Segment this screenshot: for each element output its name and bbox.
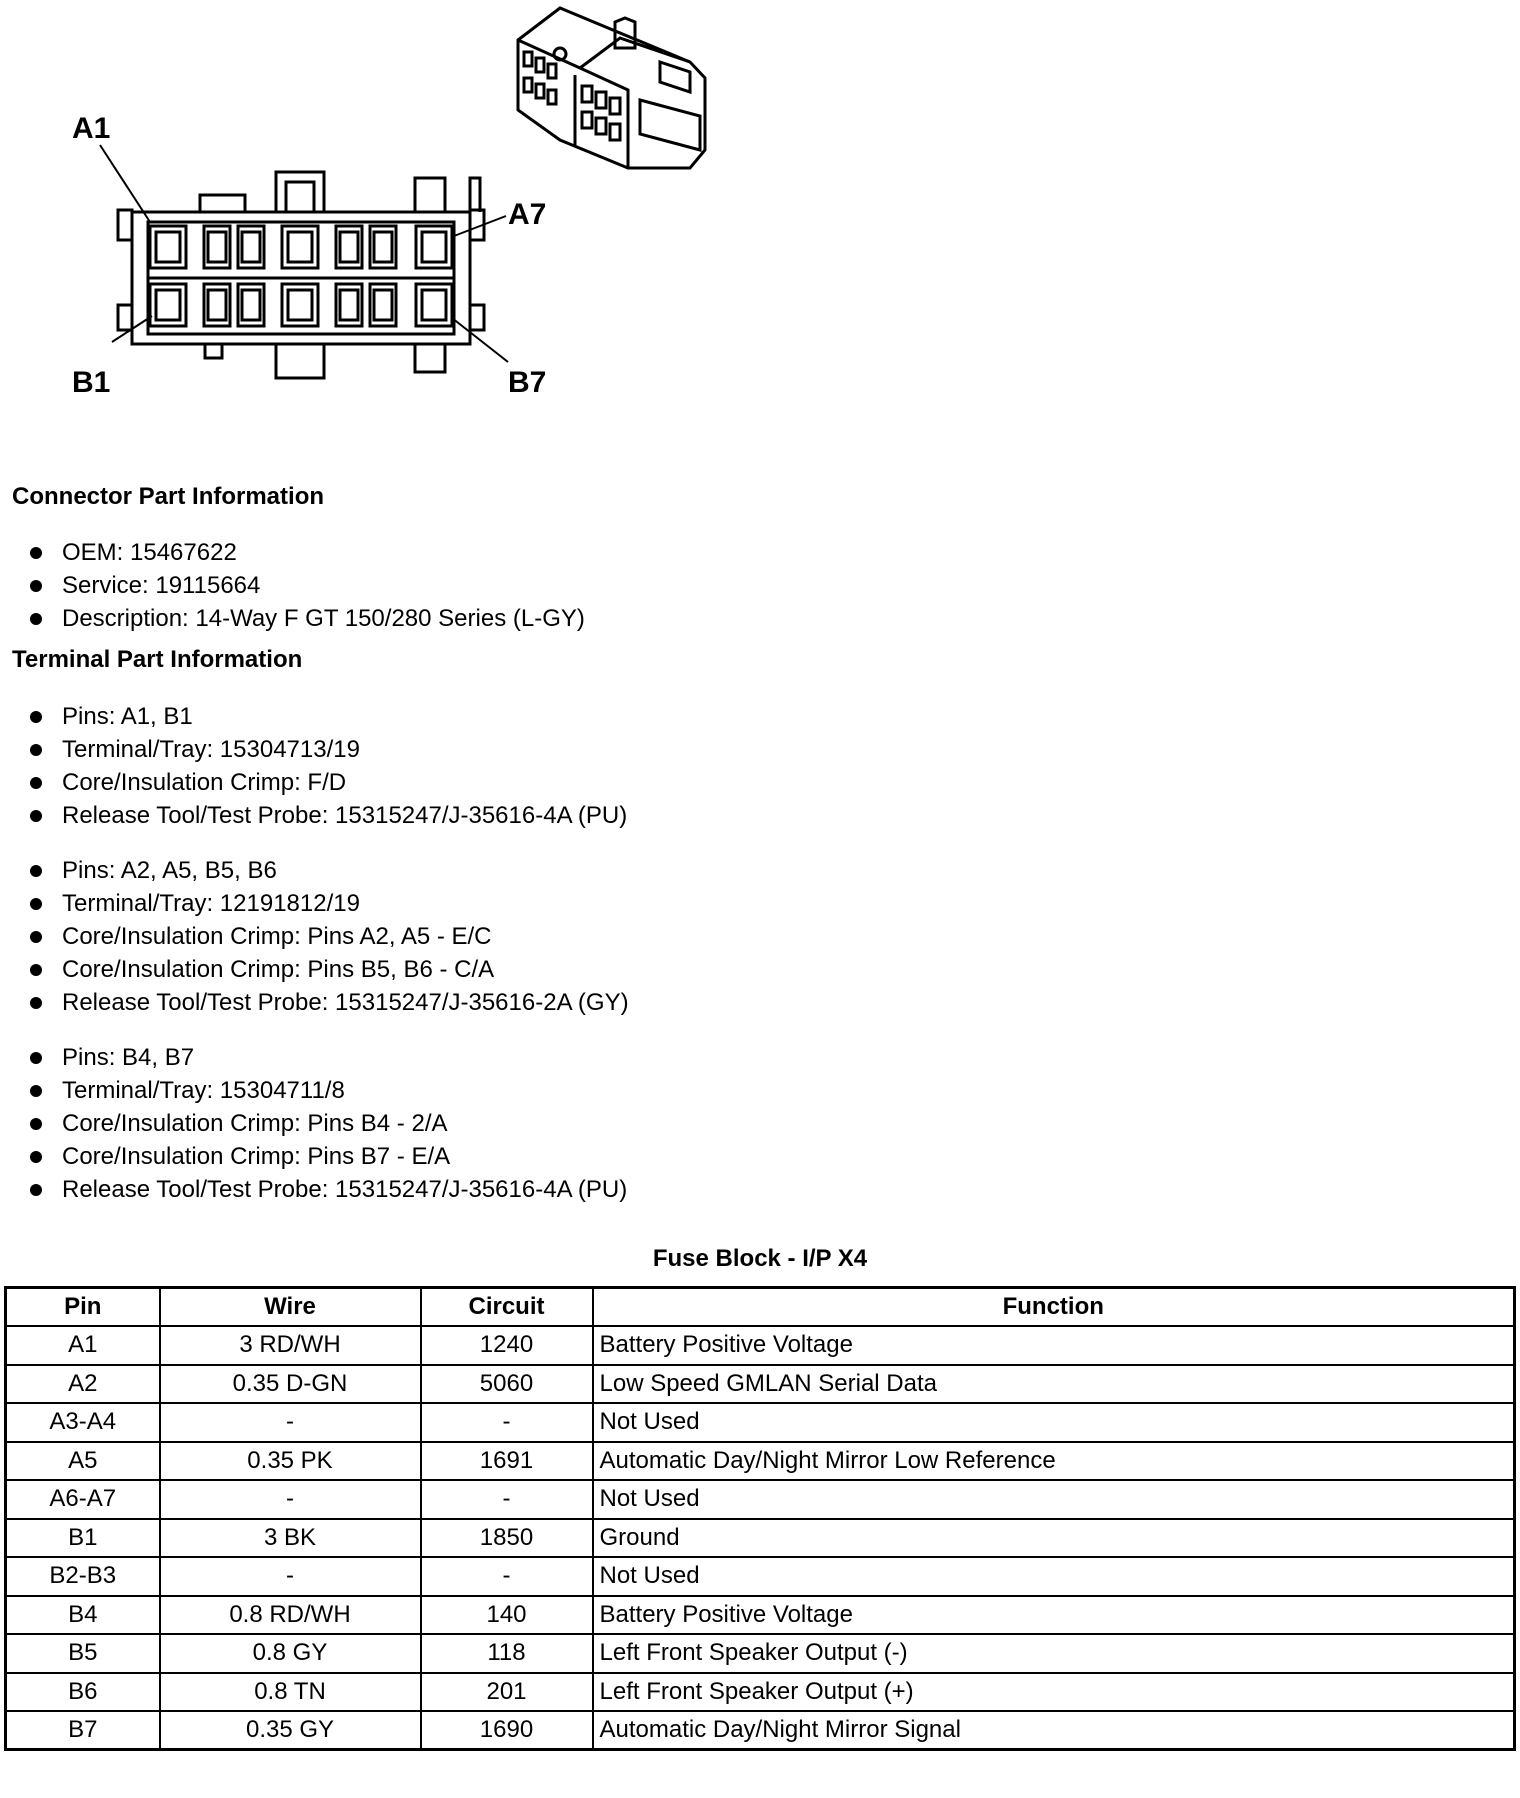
cell-circuit: 1240 bbox=[421, 1326, 593, 1365]
cell-wire: 0.35 D-GN bbox=[160, 1365, 421, 1404]
cell-function: Battery Positive Voltage bbox=[593, 1326, 1515, 1365]
cell-wire: 0.8 GY bbox=[160, 1634, 421, 1673]
terminal-group-2 bbox=[28, 854, 629, 1019]
table-row bbox=[6, 1634, 1515, 1673]
cell-function: Not Used bbox=[593, 1557, 1515, 1596]
column-header-circuit: Circuit bbox=[421, 1288, 593, 1327]
cell-circuit: - bbox=[421, 1403, 593, 1442]
cell-pin: B7 bbox=[6, 1711, 160, 1750]
table-row bbox=[6, 1480, 1515, 1519]
cell-function: Battery Positive Voltage bbox=[593, 1596, 1515, 1635]
pin-label-a7: A7 bbox=[508, 198, 547, 231]
list-item: Release Tool/Test Probe: 15315247/J-35616-4A (PU) bbox=[28, 799, 627, 832]
terminal-group-1 bbox=[28, 700, 627, 832]
cell-function: Automatic Day/Night Mirror Signal bbox=[593, 1711, 1515, 1750]
list-item: Service: 19115664 bbox=[28, 569, 585, 602]
cell-pin: A1 bbox=[6, 1326, 160, 1365]
connector-isometric-drawing bbox=[518, 8, 705, 168]
list-item: Pins: A2, A5, B5, B6 bbox=[28, 854, 629, 887]
list-item: Release Tool/Test Probe: 15315247/J-35616-4A (PU) bbox=[28, 1173, 627, 1206]
cell-wire: 0.8 RD/WH bbox=[160, 1596, 421, 1635]
list-item: Release Tool/Test Probe: 15315247/J-35616-2A (GY) bbox=[28, 986, 629, 1019]
list-item: Core/Insulation Crimp: Pins A2, A5 - E/C bbox=[28, 920, 629, 953]
column-header-pin: Pin bbox=[6, 1288, 160, 1327]
cell-wire: 3 BK bbox=[160, 1519, 421, 1558]
cell-pin: B5 bbox=[6, 1634, 160, 1673]
cell-pin: B1 bbox=[6, 1519, 160, 1558]
table-row bbox=[6, 1557, 1515, 1596]
connector-front-view bbox=[118, 172, 484, 378]
cell-wire: 0.35 PK bbox=[160, 1442, 421, 1481]
connector-part-list bbox=[28, 536, 585, 635]
cell-circuit: 118 bbox=[421, 1634, 593, 1673]
list-item: Terminal/Tray: 15304713/19 bbox=[28, 733, 627, 766]
table-row bbox=[6, 1365, 1515, 1404]
pin-label-b7: B7 bbox=[508, 366, 547, 399]
cell-wire: 0.8 TN bbox=[160, 1673, 421, 1712]
table-row bbox=[6, 1326, 1515, 1365]
cell-function: Left Front Speaker Output (+) bbox=[593, 1673, 1515, 1712]
cell-circuit: 1690 bbox=[421, 1711, 593, 1750]
table-row bbox=[6, 1596, 1515, 1635]
table-title: Fuse Block - I/P X4 bbox=[652, 1245, 868, 1272]
cell-function: Low Speed GMLAN Serial Data bbox=[593, 1365, 1515, 1404]
list-item: Pins: A1, B1 bbox=[28, 700, 627, 733]
cell-circuit: 140 bbox=[421, 1596, 593, 1635]
cell-wire: 3 RD/WH bbox=[160, 1326, 421, 1365]
cell-function: Not Used bbox=[593, 1403, 1515, 1442]
connector-part-title: Connector Part Information bbox=[12, 483, 325, 510]
cell-wire: - bbox=[160, 1403, 421, 1442]
cell-circuit: 201 bbox=[421, 1673, 593, 1712]
cell-circuit: 1850 bbox=[421, 1519, 593, 1558]
cell-circuit: 1691 bbox=[421, 1442, 593, 1481]
terminal-part-title: Terminal Part Information bbox=[12, 646, 303, 673]
cell-pin: B2-B3 bbox=[6, 1557, 160, 1596]
table-row bbox=[6, 1442, 1515, 1481]
cell-pin: B6 bbox=[6, 1673, 160, 1712]
list-item: Core/Insulation Crimp: Pins B5, B6 - C/A bbox=[28, 953, 629, 986]
list-item: Core/Insulation Crimp: Pins B4 - 2/A bbox=[28, 1107, 627, 1140]
terminal-group-3 bbox=[28, 1041, 627, 1206]
cell-pin: A3-A4 bbox=[6, 1403, 160, 1442]
cell-function: Not Used bbox=[593, 1480, 1515, 1519]
list-item: Core/Insulation Crimp: F/D bbox=[28, 766, 627, 799]
table-header-row bbox=[6, 1288, 1515, 1327]
cell-pin: A5 bbox=[6, 1442, 160, 1481]
list-item: Core/Insulation Crimp: Pins B7 - E/A bbox=[28, 1140, 627, 1173]
column-header-function: Function bbox=[593, 1288, 1515, 1327]
cell-pin: A6-A7 bbox=[6, 1480, 160, 1519]
cell-pin: B4 bbox=[6, 1596, 160, 1635]
list-item: Description: 14-Way F GT 150/280 Series (L-GY) bbox=[28, 602, 585, 635]
cell-function: Automatic Day/Night Mirror Low Reference bbox=[593, 1442, 1515, 1481]
cell-wire: - bbox=[160, 1557, 421, 1596]
cell-circuit: 5060 bbox=[421, 1365, 593, 1404]
cell-function: Left Front Speaker Output (-) bbox=[593, 1634, 1515, 1673]
table-row bbox=[6, 1711, 1515, 1750]
cell-circuit: - bbox=[421, 1480, 593, 1519]
list-item: Pins: B4, B7 bbox=[28, 1041, 627, 1074]
cell-wire: - bbox=[160, 1480, 421, 1519]
cell-wire: 0.35 GY bbox=[160, 1711, 421, 1750]
cell-function: Ground bbox=[593, 1519, 1515, 1558]
list-item: OEM: 15467622 bbox=[28, 536, 585, 569]
table-row bbox=[6, 1673, 1515, 1712]
list-item: Terminal/Tray: 12191812/19 bbox=[28, 887, 629, 920]
cell-pin: A2 bbox=[6, 1365, 160, 1404]
column-header-wire: Wire bbox=[160, 1288, 421, 1327]
table-row bbox=[6, 1519, 1515, 1558]
pin-label-b1: B1 bbox=[72, 366, 111, 399]
pin-table bbox=[4, 1286, 1516, 1751]
list-item: Terminal/Tray: 15304711/8 bbox=[28, 1074, 627, 1107]
cell-circuit: - bbox=[421, 1557, 593, 1596]
connector-diagram bbox=[0, 0, 760, 400]
pin-label-a1: A1 bbox=[72, 112, 111, 145]
table-row bbox=[6, 1403, 1515, 1442]
